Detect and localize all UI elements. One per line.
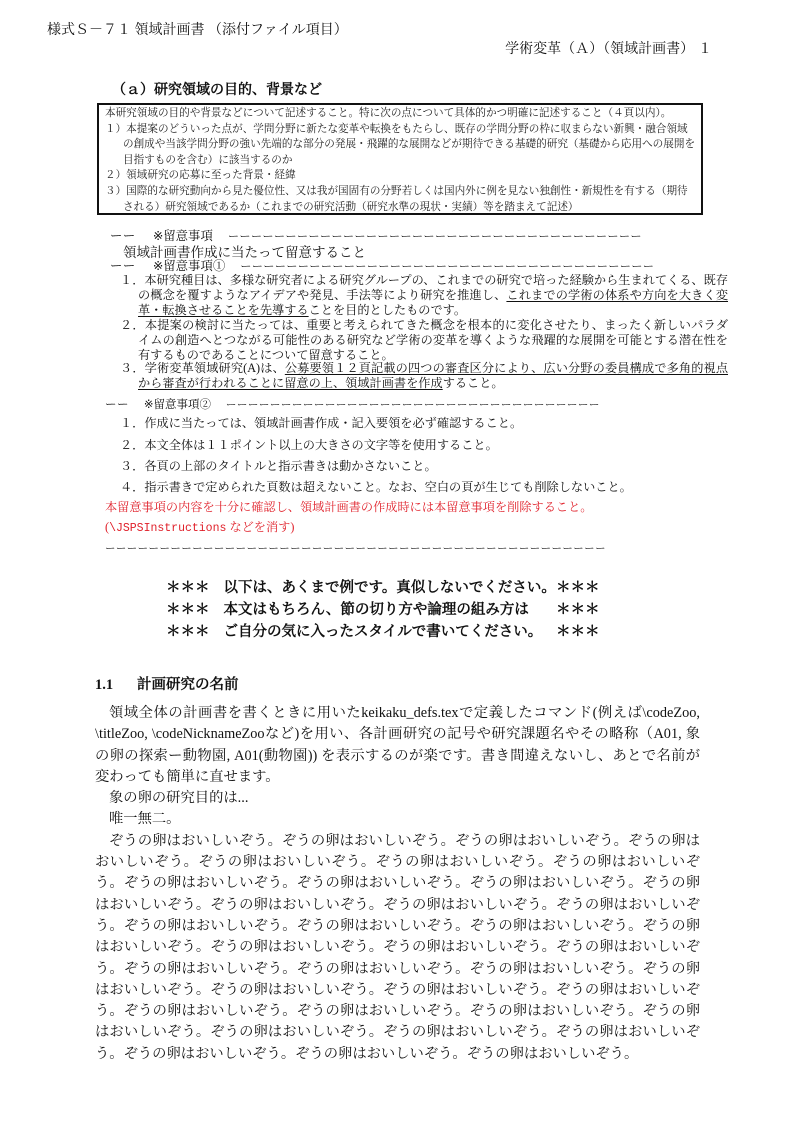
form-label: 様式Ｓ－７１ 領域計画書 （添付ファイル項目） [47,23,348,38]
item-text: 学術変革領域研究(A)は、 [144,361,285,375]
paragraph: 象の卵の研究目的は... [109,790,249,807]
instruction-line: の創成や当該学問分野の強い先端的な部分の発展・飛躍的な展開などが期待できる基礎的研究（基礎から応用への展開を [123,139,696,151]
stars-left: ＊＊＊ [166,624,210,640]
item-number: ２． [120,318,145,332]
instruction-line: ２）領域研究の応募に至った背景・経緯 [105,170,296,182]
dash-rule: ーー [105,399,129,411]
section-heading [95,673,239,694]
notes-group1-header [110,256,654,274]
instruction-line: 目指すものを含む）に該当するのか [123,154,293,166]
warning-rest: などを消す) [226,520,295,534]
stars-left: ＊＊＊ [166,580,210,596]
section-number: 1.1 [95,677,114,693]
banner-text: ご自分の気に入ったスタイルで書いてください。 [223,624,543,640]
note-item [120,436,498,453]
item-number: ３． [120,459,145,473]
instruction-line: ３）国際的な研究動向から見た優位性、又は我が国固有の分野若しくは国内外に例を見ない独創性・新規性を有する（期待 [105,185,688,197]
item-number: １． [120,416,145,430]
item-number: １． [120,273,145,287]
notes-group2-header [105,396,600,412]
dash-rule: ーー [110,229,136,243]
stars-left: ＊＊＊ [166,602,210,618]
code-text: \JSPSInstructions [109,522,227,535]
note-item [120,361,728,391]
notes-group2-label: ※留意事項② [143,399,212,411]
item-text: 各頁の上部のタイトルと指示書きは動かさないこと。 [144,459,437,473]
item-text: 作成に当たっては、領域計画書作成・記入要領を必ず確認すること。 [144,416,523,430]
dash-rule: ーーーーーーーーーーーーーーーーーーーーーーーーーーーーーーーーーーーー [227,231,642,243]
dash-rule: ーー [110,259,136,273]
item-number: ２． [120,438,145,452]
item-text: すること。 [442,376,504,391]
banner-line [166,598,529,619]
item-text: 本研究種目は、多様な研究者による研究グループの、これまでの研究で培った経験から生まれてくる、既存の概念を覆すようなアイデアや発見、手法等により研究を推進し、 [138,273,729,303]
section-a-title: （ａ）研究領域の目的、背景など [112,81,322,97]
note-item [120,457,437,474]
banner-line [166,576,556,597]
instruction-line: 本研究領域の目的や背景などについて記述すること。特に次の点について具体的かつ明確に記述すること（４頁以内）。 [105,108,672,119]
instruction-line: １）本提案のどういった点が、学問分野に新たな変革や転換をもたらし、既存の学問分野の枠に収まらない新興・融合領域 [105,123,688,135]
paragraph: 領域全体の計画書を書くときに用いたkeikaku_defs.texで定義したコマンド(例えば\codeZoo, \titleZoo, \codeNicknameZooなど)を用い、各計画研究の記号や研究課題名やその略称（A01, 象の卵の探索ー動物園, A01(動物園)) を表示するのが楽です。書き間違えないし、あとで名前が変わっても簡単に直せます。 [95,705,700,785]
footer-dash-rule: ーーーーーーーーーーーーーーーーーーーーーーーーーーーーーーーーーーーーーーーーーーーーーー [105,544,606,555]
note-item [120,273,728,319]
item-text: 指示書きで定められた頁数は超えないこと。なお、空白の頁が生じても削除しないこと。 [144,480,632,494]
banner-text: 本文はもちろん、節の切り方や論理の組み方は [223,602,529,618]
paragraph: 唯一無二。 [109,811,181,828]
dash-rule: ーーーーーーーーーーーーーーーーーーーーーーーーーーーーーーーーーー [225,400,600,411]
banner-text: 以下は、あくまで例です。真似しないでください。 [223,580,556,596]
item-text: 本提案の検討に当たっては、重要と考えられてきた概念を根本的に変化させたり、まったく新しいパラダイムの創造へとつながる可能性のある研究など学術の変革を導くような飛躍的な展開を可能とする潜在性を有するものであることについて留意すること。 [138,318,729,363]
instruction-line: される）研究領域であるか（これまでの研究活動（研究水準の現状・実績）等を踏まえて記述） [123,201,579,213]
item-number: ３． [120,361,145,375]
warning-text: 本留意事項の内容を十分に確認し、領域計画書の作成時には本留意事項を削除すること。 [105,500,593,514]
notes-label: ※留意事項 [152,229,213,243]
notes-group1-label: ※留意事項① [152,259,226,273]
section-body [95,703,700,1065]
banner-line [166,620,542,641]
notes-subtitle: 領域計画書作成に当たって留意すること [123,245,366,260]
instruction-box [97,103,703,215]
dash-rule: ーーーーーーーーーーーーーーーーーーーーーーーーーーーーーーーーーーーー [240,261,655,273]
item-text: ことを目的としたものです。 [308,303,467,318]
section-title: 計画研究の名前 [137,677,239,693]
note-item [120,478,632,495]
stars-right: ＊＊＊ [556,602,600,618]
paragraph: ぞうの卵はおいしいぞう。ぞうの卵はおいしいぞう。ぞうの卵はおいしいぞう。ぞうの卵はおいしいぞう。ぞうの卵はおいしいぞう。ぞうの卵はおいしいぞう。ぞうの卵はおいしいぞう。ぞうの卵はおいしいぞう。ぞうの卵はおいしいぞう。ぞうの卵はおいしいぞう。ぞうの卵はおいしいぞう。ぞうの卵はおいしいぞう。ぞうの卵はおいしいぞう。ぞうの卵はおいしいぞう。ぞうの卵はおいしいぞう。ぞうの卵はおいしいぞう。ぞうの卵はおいしいぞう。ぞうの卵はおいしいぞう。ぞうの卵はおいしいぞう。ぞうの卵はおいしいぞう。ぞうの卵はおいしいぞう。ぞうの卵はおいしいぞう。ぞうの卵はおいしいぞう。ぞうの卵はおいしいぞう。ぞうの卵はおいしいぞう。ぞうの卵はおいしいぞう。ぞうの卵はおいしいぞう。ぞうの卵はおいしいぞう。ぞうの卵はおいしいぞう。ぞうの卵はおいしいぞう。ぞうの卵はおいしいぞう。ぞうの卵はおいしいぞう。ぞうの卵はおいしいぞう。ぞうの卵はおいしいぞう。ぞうの卵はおいしいぞう。ぞうの卵はおいしいぞう。ぞうの卵はおいしいぞう。ぞうの卵はおいしいぞう。 [95,832,700,1062]
underlined-text: 公募要領１２頁記載の四つの審査区分により、広い分野の委員構成で多角的視点から審査が行われることに留意の上、領域計画書を作成 [138,361,729,391]
note-item [120,318,728,364]
item-number: ４． [120,480,145,494]
warning-instructions [105,518,294,535]
stars-right: ＊＊＊ [556,624,600,640]
stars-right: ＊＊＊ [556,580,600,596]
paren-open: ( [105,520,110,534]
page-label: 学術変革（Ａ）（領域計画書） １ [505,40,712,56]
note-item [120,414,522,431]
underlined-text: これまでの学術の体系や方向を大きく変革・転換させることを先導する [138,288,729,318]
item-text: 本文全体は１１ポイント以上の大きさの文字等を使用すること。 [144,438,498,452]
